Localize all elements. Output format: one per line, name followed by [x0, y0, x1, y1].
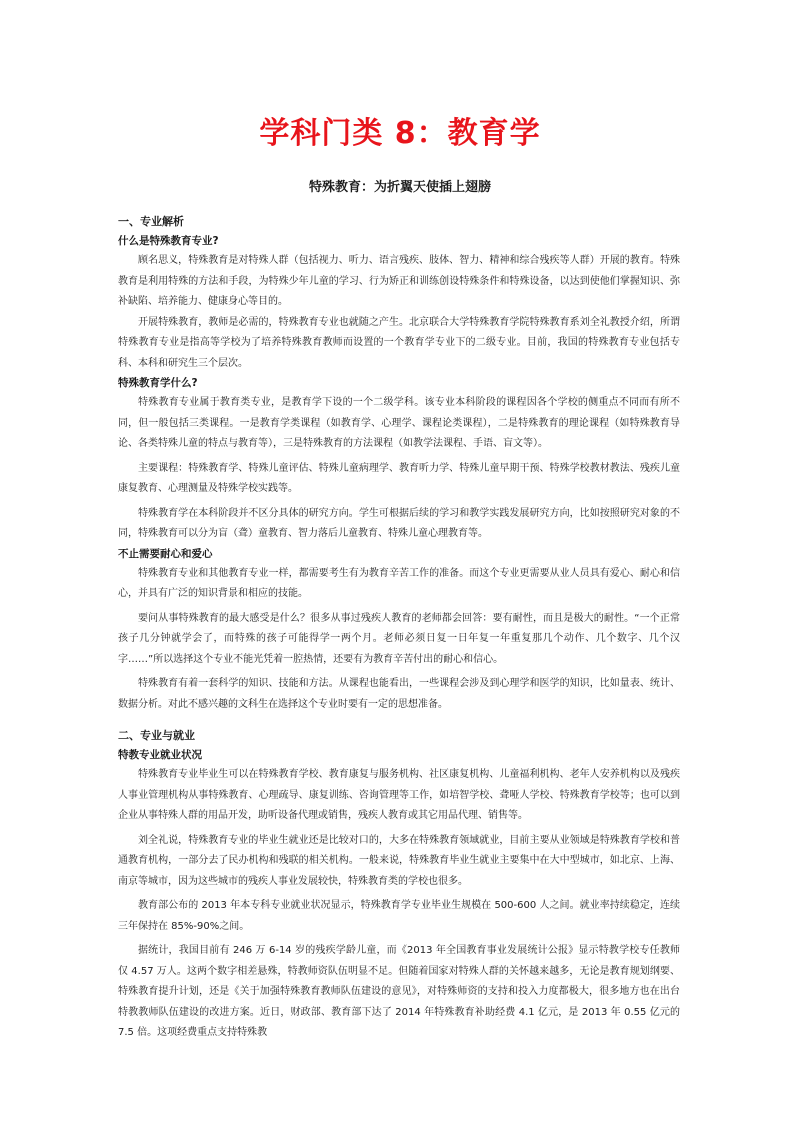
paragraph: 特殊教育专业属于教育类专业，是教育学下设的一个二级学科。该专业本科阶段的课程因各个学校的侧重点不同而有所不同，但一般包括三类课程。一是教育学类课程（如教育学、心理学、课程论类课程），二是特殊教育的理论课程（如特殊教育导论、各类特殊儿童的特点与教育等），三是特殊教育的方法课程（如教学法课程、手语、盲文等）。 [118, 397, 680, 449]
document-body [118, 211, 680, 1044]
paragraph: 特殊教育学在本科阶段并不区分具体的研究方向。学生可根据后续的学习和教学实践发展研究方向，比如按照研究对象的不同，特殊教育可以分为盲（聋）童教育、智力落后儿童教育、特殊儿童心理教育等。 [118, 507, 680, 539]
paragraph: 刘全礼说，特殊教育专业的毕业生就业还是比较对口的，大多在特殊教育领域就业，目前主要从业领域是特殊教育学校和普通教育机构，一部分去了民办机构和残联的相关机构。一般来说，特殊教育毕业生就业主要集中在大中型城市，如北京、上海、南京等城市，因为这些城市的残疾人事业发展较快，特殊教育类的学校也很多。 [118, 834, 680, 887]
paragraph: 特殊教育专业毕业生可以在特殊教育学校、教育康复与服务机构、社区康复机构、儿童福利机构、老年人安养机构以及残疾人事业管理机构从事特殊教育、心理疏导、康复训练、咨询管理等工作，如培智学校、聋哑人学校、特殊教育学校等；也可以到企业从事特殊人群的用品开发，助听设备代理或销售，残疾人教育或其它用品代理、销售等。 [118, 769, 680, 821]
document-subtitle: 特殊教育：为折翼天使插上翅膀 [308, 180, 491, 195]
paragraph: 顾名思义，特殊教育是对特殊人群（包括视力、听力、语言残疾、肢体、智力、精神和综合残疾等人群）开展的教育。特殊教育是利用特殊的方法和手段，为特殊少年儿童的学习、行为矫正和训练创设特殊条件和特殊设备，以达到使他们掌握知识、弥补缺陷、培养能力、健康身心等目的。 [118, 255, 680, 307]
paragraph: 主要课程：特殊教育学、特殊儿童评估、特殊儿童病理学、教育听力学、特殊儿童早期干预、特殊学校教材教法、残疾儿童康复教育、心理测量及特殊学校实践等。 [118, 462, 680, 494]
paragraph: 教育部公布的 2013 年本专科专业就业状况显示，特殊教育学专业毕业生规模在 500-600 人之间。就业率持续稳定，连续三年保持在 85%-90%之间。 [118, 900, 680, 932]
section-heading: 二、专业与就业 [118, 729, 195, 742]
subsection-heading: 不止需要耐心和爱心 [118, 547, 213, 560]
section-heading: 一、专业解析 [118, 215, 184, 228]
document-title: 学科门类 8：教育学 [259, 116, 541, 151]
paragraph: 特殊教育专业和其他教育专业一样，都需要考生有为教育辛苦工作的准备。而这个专业更需要从业人员具有爱心、耐心和信心，并具有广泛的知识背景和相应的技能。 [118, 567, 680, 599]
subsection-heading: 特殊教育学什么? [118, 377, 198, 389]
paragraph: 开展特殊教育，教师是必需的，特殊教育专业也就随之产生。北京联合大学特殊教育学院特殊教育系刘全礼教授介绍，所谓特殊教育专业是指高等学校为了培养特殊教育教师而设置的一个教育学专业下的二级专业。目前，我国的特殊教育专业包括专科、本科和研究生三个层次。 [118, 316, 680, 369]
paragraph: 特殊教育有着一套科学的知识、技能和方法。从课程也能看出，一些课程会涉及到心理学和医学的知识，比如量表、统计、数据分析。对此不感兴趣的文科生在选择这个专业时要有一定的思想准备。 [118, 678, 680, 710]
paragraph: 要问从事特殊教育的最大感受是什么？很多从事过残疾人教育的老师都会回答：要有耐性，而且是极大的耐性。“一个正常孩子几分钟就学会了，而特殊的孩子可能得学一两个月。老师必须日复一日年复一年重复那几个动作、几个数字、几个汉字……”所以选择这个专业不能光凭着一腔热情，还要有为教育辛苦付出的耐心和信心。 [118, 612, 680, 665]
subsection-heading: 什么是特殊教育专业? [118, 235, 219, 247]
paragraph: 据统计，我国目前有 246 万 6-14 岁的残疾学龄儿童，而《2013 年全国教育事业发展统计公报》显示特教学校专任教师仅 4.57 万人。这两个数字相差悬殊，特教师资队伍明显不足。但随着国家对特殊人群的关怀越来越多，无论是教育规划纲要、特殊教育提升计划，还是《关于加强特殊教育教师队伍建设的意见》，对特殊师资的支持和投入力度都极大，很多地方也在出台特教教师队伍建设的改进方案。近日，财政部、教育部下达了 2014 年特殊教育补助经费 4.1 亿元，是 2013 年 0.55 亿元的 7.5 倍。这项经费重点支持特殊教 [118, 945, 680, 1038]
subsection-heading: 特教专业就业状况 [118, 749, 202, 761]
